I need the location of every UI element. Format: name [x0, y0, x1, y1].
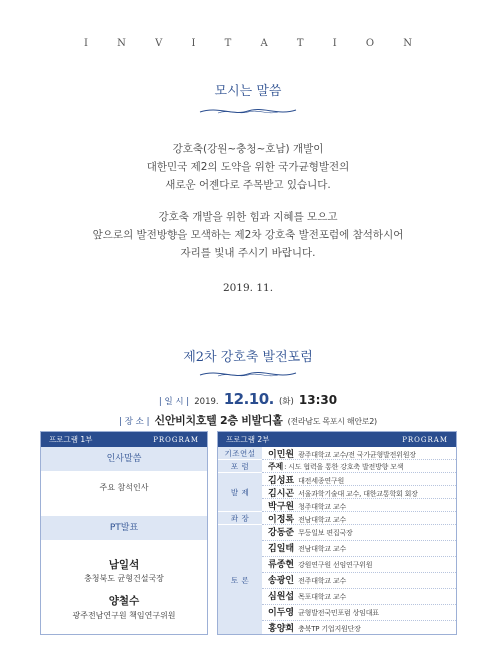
presentation-label: 발 제: [218, 473, 262, 511]
presenter-role: 서울과학기술대 교수, 대한교통학회 회장: [298, 489, 418, 498]
panelist-row: [218, 621, 456, 633]
program-part2-header: [218, 432, 456, 447]
program-part1-en: PROGRAM: [153, 435, 199, 444]
invite-line: 앞으로의 발전방향을 모색하는 제2차 강호축 발전포럼에 참석하시어: [92, 229, 404, 241]
invite-line: 자리를 빛내 주시기 바랍니다.: [180, 247, 316, 259]
presenter-role: 대전세종연구원: [298, 476, 345, 485]
invite-title: 모시는 말씀: [214, 84, 282, 99]
forum-topic-row: [218, 460, 456, 472]
program-part1-label: 프로그램 1부: [49, 435, 93, 444]
forum-datetime: [0, 389, 496, 408]
keynote-name: 이민원: [268, 449, 295, 460]
invite-paragraph-1: [0, 140, 496, 194]
forum-title: 제2차 강호축 발전포럼: [183, 350, 313, 365]
forum-place: [0, 409, 496, 428]
invite-line: 강호축(강원~충청~호남) 개발이: [172, 143, 324, 155]
place-tag: | 장 소 |: [119, 417, 150, 427]
invite-line: 강호축 개발을 위한 힘과 지혜를 모으고: [158, 211, 338, 223]
panelist-name: 홍양희: [268, 623, 295, 634]
date-weekday: (화): [278, 397, 294, 407]
panelist-role: 전주대학교 교수: [298, 576, 347, 585]
discussion-label: 토 론: [218, 525, 262, 635]
greeting-section-title: 인사말씀: [41, 447, 207, 471]
panelist-name: 심원섭: [268, 591, 295, 602]
ornament-divider-icon: [198, 104, 298, 118]
keynote-role: 광주대학교 교수/전 국가균형발전위원장: [298, 450, 416, 459]
greeting-speakers: 주요 참석인사: [99, 483, 149, 492]
panelist-role: 무등일보 편집국장: [298, 528, 353, 537]
chair-role: 전남대학교 교수: [298, 515, 347, 524]
date-time: 13:30: [298, 393, 338, 407]
presenter-name: 김시곤: [268, 488, 295, 499]
presenter-row: [218, 486, 456, 498]
ornament-divider-icon: [198, 367, 298, 381]
invite-line: 대한민국 제2의 도약을 위한 국가균형발전의: [146, 161, 350, 173]
panelist-name: 김일태: [268, 543, 295, 554]
panelist-role: 목포대학교 교수: [298, 592, 347, 601]
presenter-name: 박구원: [268, 501, 295, 512]
presenter-role: 청주대학교 교수: [298, 502, 347, 511]
panelist-role: 전남대학교 교수: [298, 544, 347, 553]
place-detail: (전라남도 목포시 해안로2): [287, 417, 377, 426]
forum-label: 포 럼: [218, 460, 262, 472]
panelist-row: [218, 573, 456, 585]
program-part2-label: 프로그램 2부: [226, 435, 270, 444]
panelist-name: 강동준: [268, 527, 295, 538]
date-month-day: 12.10.: [223, 390, 274, 408]
program-part2-en: PROGRAM: [402, 435, 448, 444]
program-part2-panel: [217, 431, 457, 635]
panelist-row: [218, 525, 456, 537]
presenter-row: [218, 473, 456, 485]
panelist-name: 송광인: [268, 575, 295, 586]
program-part1-panel: [40, 431, 208, 635]
panelist-row: [218, 541, 456, 553]
forum-topic-text: : 시도 협력을 통한 강호축 발전방향 모색: [284, 462, 404, 471]
invite-date: 2019. 11.: [222, 282, 274, 294]
forum-topic-key: 주제: [268, 461, 284, 471]
date-year: 2019.: [194, 397, 219, 407]
presenter-name: 양철수: [108, 595, 140, 607]
date-tag: | 일 시 |: [158, 397, 190, 407]
keynote-label: 기조연설: [218, 447, 262, 459]
pt-section-title: PT발표: [41, 516, 207, 540]
invite-line: 새로운 어젠다로 주목받고 있습니다.: [165, 179, 331, 191]
presenter-name: 남일석: [108, 559, 140, 571]
chair-name: 이정록: [268, 514, 295, 525]
panelist-row: [218, 605, 456, 617]
panelist-row: [218, 557, 456, 569]
panelist-role: 강원연구원 선임연구위원: [298, 560, 373, 569]
keynote-row: [218, 447, 456, 459]
invitation-heading: I N V I T A T I O N: [84, 38, 425, 49]
place-name: 신안비치호텔 2층 비발디홀: [154, 414, 283, 427]
presenter-name: 김성표: [268, 475, 295, 486]
chair-row: [218, 512, 456, 524]
presenter-row: [218, 499, 456, 511]
presenter-role: 광주전남연구원 책임연구위원: [72, 611, 176, 620]
invite-paragraph-2: [0, 208, 496, 262]
panelist-role: 균형발전국민포럼 상임대표: [298, 608, 379, 617]
panelist-name: 이두영: [268, 607, 295, 618]
panelist-name: 류종현: [268, 559, 295, 570]
chair-label: 좌 장: [218, 512, 262, 524]
program-part1-header: [41, 432, 207, 447]
panelist-row: [218, 589, 456, 601]
panelist-role: 충북TP 기업지원단장: [298, 624, 361, 633]
presenter-role: 충청북도 균형건설국장: [84, 574, 164, 583]
